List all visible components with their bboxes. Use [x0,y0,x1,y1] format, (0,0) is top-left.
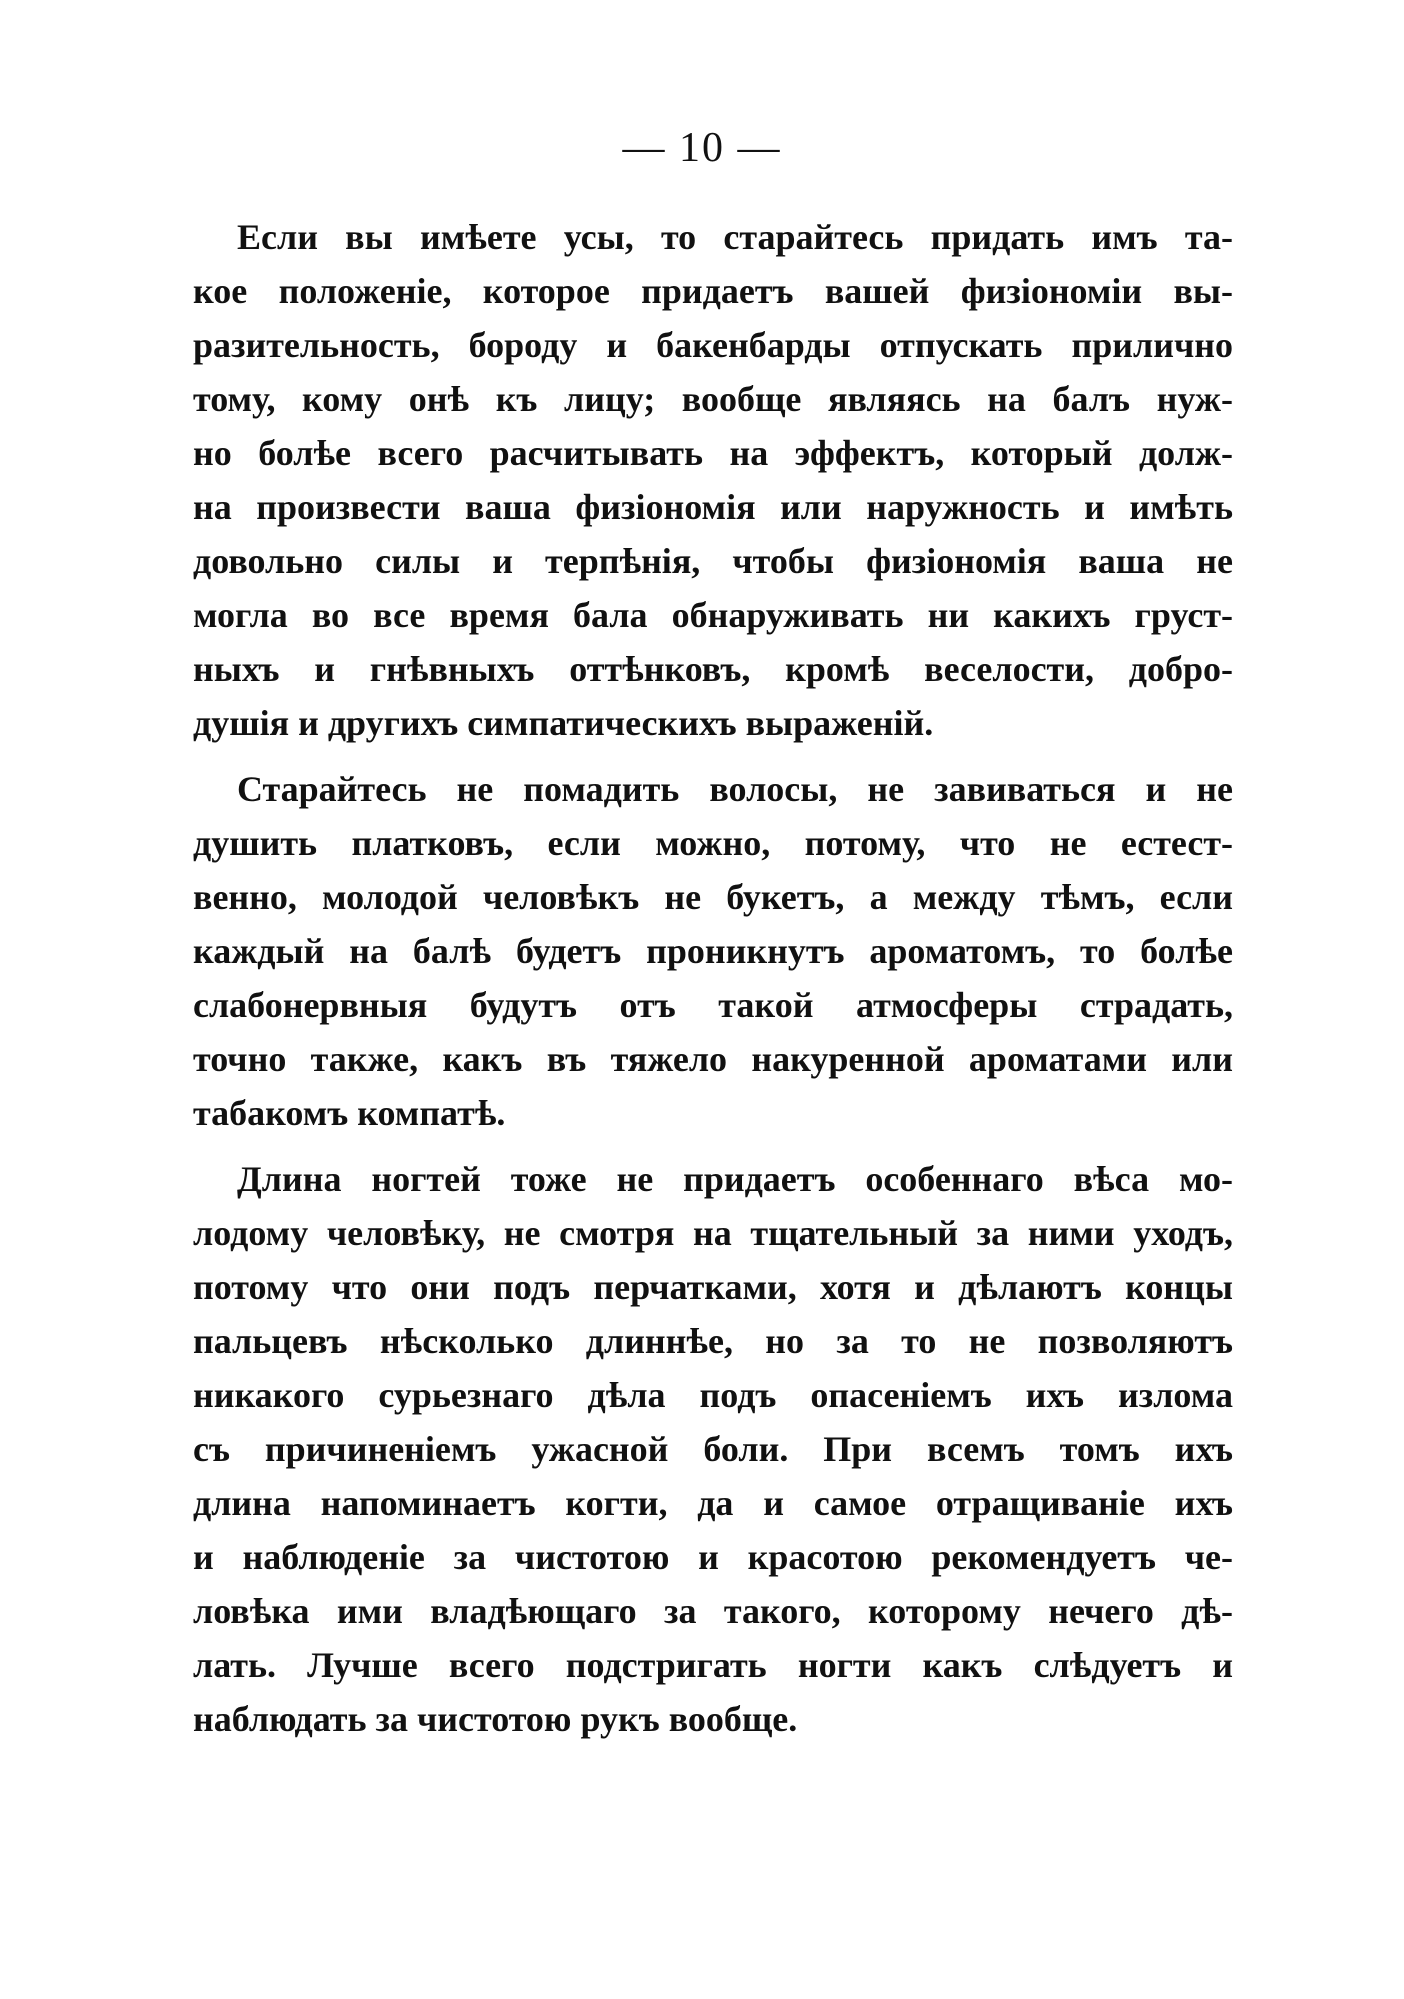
text-line: длина напоминаетъ когти, да и самое отращиваніе ихъ [193,1483,1233,1523]
text-line: слабонервныя будутъ отъ такой атмосферы страдать, [193,985,1233,1025]
text-line: точно также, какъ въ тяжело накуренной ароматами или [193,1039,1233,1079]
text-line: съ причиненіемъ ужасной боли. При всемъ томъ ихъ [193,1429,1233,1469]
body-text [193,210,1233,1746]
text-line: но болѣе всего расчитывать на эффектъ, который долж- [193,433,1233,473]
text-line: потому что они подъ перчатками, хотя и дѣлаютъ концы [193,1267,1233,1307]
text-line: каждый на балѣ будетъ проникнутъ ароматомъ, то болѣе [193,931,1233,971]
text-line: табакомъ компатѣ. [193,1093,506,1133]
text-line: душить платковъ, если можно, потому, что не естест- [193,823,1233,863]
paragraph-nails [193,1152,1233,1746]
text-line: тому, кому онѣ къ лицу; вообще являясь на балъ нуж- [193,379,1233,419]
paragraph-moustache [193,210,1233,750]
text-line: довольно силы и терпѣнія, чтобы физіономія ваша не [193,541,1233,581]
text-line: венно, молодой человѣкъ не букетъ, а между тѣмъ, если [193,877,1233,917]
paragraph-gap [193,1140,1233,1152]
text-line: Если вы имѣете усы, то старайтесь придать имъ та- [237,217,1233,257]
paragraph-hair [193,762,1233,1140]
text-line: разительность, бороду и бакенбарды отпускать прилично [193,325,1233,365]
text-line: кое положеніе, которое придаетъ вашей физіономіи вы- [193,271,1233,311]
text-line: Длина ногтей тоже не придаетъ особеннаго вѣса мо- [237,1159,1233,1199]
text-line: лать. Лучше всего подстригать ногти какъ слѣдуетъ и [193,1645,1233,1685]
text-line: ныхъ и гнѣвныхъ оттѣнковъ, кромѣ веселости, добро- [193,649,1233,689]
paragraph-gap [193,750,1233,762]
page-number: — 10 — [622,125,782,171]
text-line: на произвести ваша физіономія или наружность и имѣть [193,487,1233,527]
text-line: никакого сурьезнаго дѣла подъ опасеніемъ ихъ излома [193,1375,1233,1415]
text-line: душія и другихъ симпатическихъ выраженій. [193,703,934,743]
text-line: наблюдать за чистотою рукъ вообще. [193,1699,798,1739]
text-line: Старайтесь не помадить волосы, не завиваться и не [237,769,1233,809]
text-line: и наблюденіе за чистотою и красотою рекомендуетъ че- [193,1537,1233,1577]
text-line: лодому человѣку, не смотря на тщательный за ними уходъ, [193,1213,1233,1253]
text-line: ловѣка ими владѣющаго за такого, которому нечего дѣ- [193,1591,1233,1631]
text-line: пальцевъ нѣсколько длиннѣе, но за то не позволяютъ [193,1321,1233,1361]
text-line: могла во все время бала обнаруживать ни какихъ груст- [193,595,1233,635]
